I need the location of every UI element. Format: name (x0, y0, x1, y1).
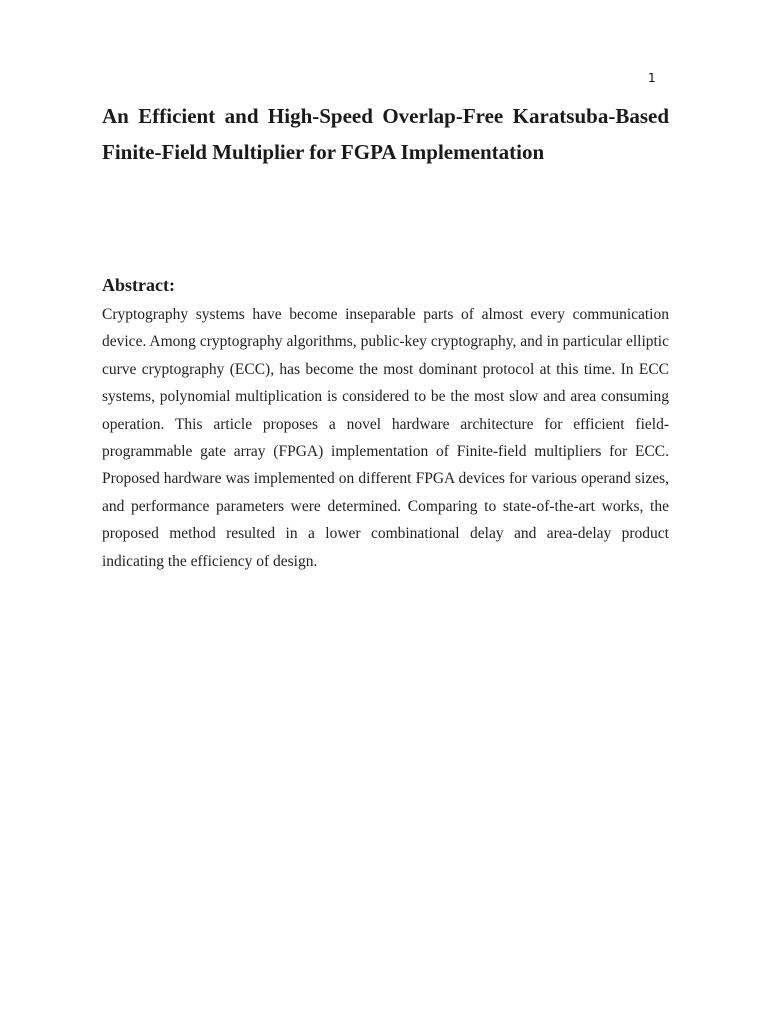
abstract-heading: Abstract: (102, 275, 175, 295)
abstract-body: Cryptography systems have become inseparable parts of almost every communication device. Among cryptography algorithms, public-key cryptography, and in particular elliptic curve cryptography (ECC), has become the most dominant protocol at this time. In ECC systems, polynomial multiplication is considered to be the most slow and area consuming operation. This article proposes a novel hardware architecture for efficient field-programmable gate array (FPGA) implementation of Finite-field multipliers for ECC. Proposed hardware was implemented on different FPGA devices for various operand sizes, and performance parameters were determined. Comparing to state-of-the-art works, the proposed method resulted in a lower combinational delay and area-delay product indicating the efficiency of design. (102, 306, 669, 570)
page-number: 1 (648, 71, 656, 85)
paper-title: An Efficient and High-Speed Overlap-Free Karatsuba-Based Finite-Field Multiplier for FGPA Implementation (102, 104, 669, 164)
